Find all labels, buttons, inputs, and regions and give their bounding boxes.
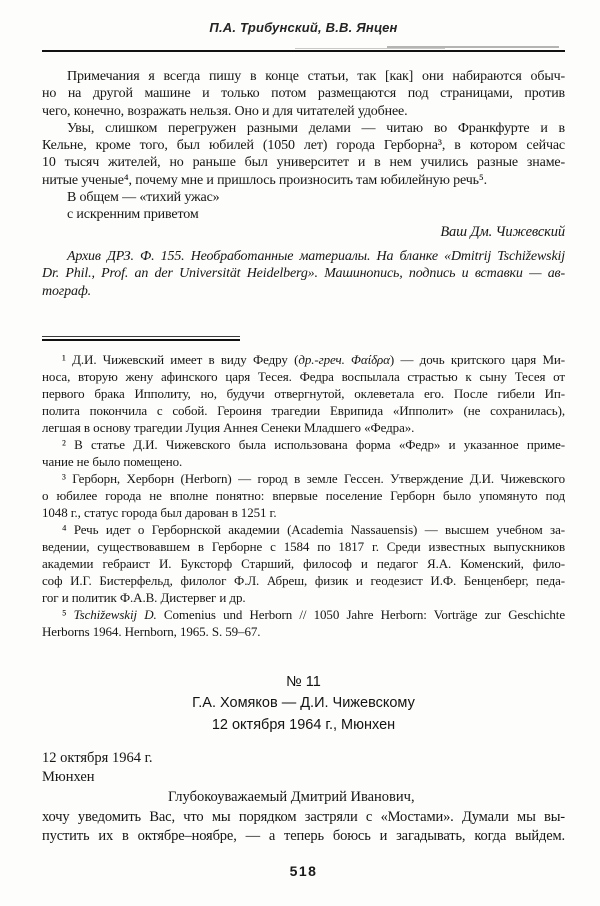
signature: Ваш Дм. Чижевский [440,223,565,240]
text-line: Herborns 1964. Hernborn, 1965. S. 59–67. [42,623,261,639]
text-line: полита покончила с собой. Героиня трагедии Еврипида «Ипполит» (не сохранилась), [42,402,565,418]
text-line: Dr. Phil., Prof. an der Universität Heidelberg». Машинопись, подпись и вставки — ав- [42,266,565,282]
text-line: Архив ДРЗ. Ф. 155. Необработанные материалы. На бланке «Dmitrij Tschižewskij [67,248,565,264]
text-line: 1048 г., статус города был дарован в 1251 г. [42,504,277,520]
text-line: нитые ученые⁴, почему мне и пришлось произносить там юбилейную речь⁵. [42,172,487,188]
scan-artifact [295,48,445,49]
text-line: ⁵ Tschižewskij D. Comenius und Herborn // 1050 Jahre Herborn: Vorträge zur Geschichte [62,606,565,622]
running-header: П.А. Трибунский, В.В. Янцен [209,20,398,35]
letter-subtitle: 12 октября 1964 г., Мюнхен [211,716,396,733]
text-line: хочу уведомить Вас, что мы порядком застряли с «Мостами». Думали мы вы- [42,808,565,825]
page-number: 518 [289,862,318,879]
text-line: академии гебраист И. Буксторф Старший, философ и педагог Я.А. Коменский, фило- [42,555,565,571]
footnote-5 [42,606,565,640]
footnotes [42,351,565,640]
text-line: о юбилее города не вполне понятно: впервые поселение Герборн было упомянуто под [42,487,565,503]
text-line: 10 тысяч жителей, но раньше был университет и в нем учились разные знаме- [42,155,565,171]
text-line: пустить их в октябре–ноябре, — а теперь боюсь и загадывать, когда выйдем. [42,828,565,845]
paragraph [42,68,565,120]
letter-number: № 11 [286,673,321,690]
regards-line: с искренним приветом [67,207,199,223]
footnote-3 [42,470,565,521]
text-line: гог и политик Ф.А.В. Дистервег и др. [42,589,246,605]
text-line: чего, конечно, возражать нельзя. Оно и для читателей удобнее. [42,103,408,119]
letter-title: Г.А. Хомяков — Д.И. Чижевскому [192,695,415,712]
letter-place: Мюнхен [42,769,95,786]
text-line: соф И.Г. Бистерфельд, филолог Ф.Л. Абреш, физик и геодезист И.Ф. Бенценберг, педа- [42,572,565,588]
quote-line: В общем — «тихий ужас» [67,190,220,206]
footnote-2 [42,436,565,470]
header-rule [42,50,565,52]
text-line: Кельне, кроме того, был юбилей (1050 лет) города Герборна³, в котором сейчас [42,138,565,154]
text-line: носа, вторую жену афинского царя Тесея. Федра воспылала страстью к сыну Тесея от [42,368,565,384]
text-line: ² В статье Д.И. Чижевского была использована форма «Федр» и указанное приме- [62,436,565,452]
text-line: Увы, слишком перегружен разными делами — читаю во Франкфурте и в [67,120,565,136]
text-line: ведении, существовавшем в Герборне с 1584 по 1817 г. Среди известных выпускников [42,538,565,554]
text-line: Примечания я всегда пишу в конце статьи, так [как] они набираются обыч- [67,69,565,84]
paragraph [42,120,565,189]
footnote-separator [42,336,240,341]
text-line: ¹ Д.И. Чижевский имеет в виду Федру (др.-греч. Φαίδρα) — дочь критского царя Ми- [62,351,565,367]
footnote-4 [42,521,565,606]
text-line: ⁴ Речь идет о Герборнской академии (Academia Nassauensis) — высшем учебном за- [62,521,565,537]
letter-date: 12 октября 1964 г. [42,750,153,767]
text-line: чание не было помещено. [42,453,183,469]
text-line: но на другой машине и только потом размещаются под страницами, против [42,86,565,102]
letter-11-body [42,808,565,847]
letter-11-heading [42,672,565,737]
salutation: Глубокоуважаемый Дмитрий Иванович, [168,789,415,806]
letter-11-meta [42,749,565,787]
archive-note [42,248,565,300]
text-line: первого брака Ипполиту, но, будучи отвергнутой, оклеветала его. После гибели Ип- [42,385,565,401]
text-line: тограф. [42,283,91,299]
footnote-1 [42,351,565,436]
letter-10-closing [42,68,565,300]
text-line: легшая в основу трагедии Луция Аннея Сенеки Младшего «Федра». [42,419,415,435]
text-line: ³ Герборн, Херборн (Herborn) — город в земле Гессен. Утверждение Д.И. Чижевского [62,470,565,486]
